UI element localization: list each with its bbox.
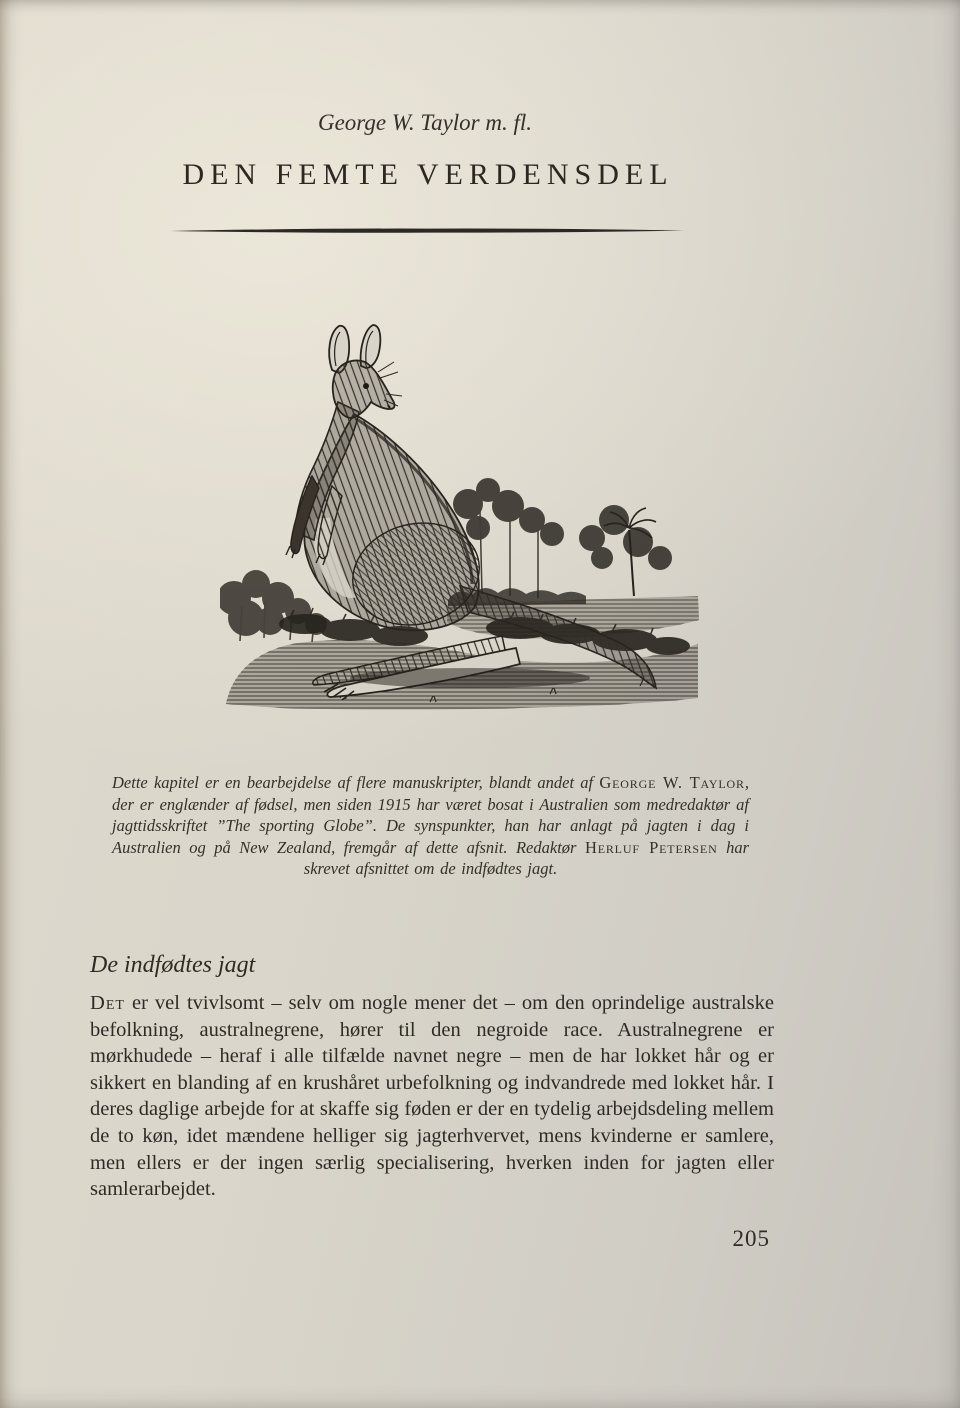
intro-paragraph	[112, 772, 749, 880]
right-trees-palm	[579, 505, 672, 596]
page-number: 205	[732, 1226, 770, 1251]
text-segment: , der er englænder af fødsel, men siden 1915 har været bosat i Australien som medredaktør af jagttidsskriftet ”The sporting Globe”. De synspunkter, han har anlagt på jagten i dag i Australien og på New Zealand, fremgår af dette afsnit. Redaktør	[112, 773, 749, 857]
swelled-rule	[168, 226, 686, 236]
chapter-title: DEN FEMTE VERDENSDEL	[182, 158, 674, 191]
kangaroo-engraving	[220, 306, 702, 710]
author-line: George W. Taylor m. fl.	[317, 110, 533, 135]
text-segment: Det	[90, 992, 125, 1014]
text-segment: Dette kapitel er en bearbejdelse af flere manuskripter, blandt andet af	[112, 773, 600, 792]
text-segment: Herluf Petersen	[584, 837, 718, 857]
cast-shadow	[350, 668, 590, 688]
text-segment: er vel tvivlsomt – selv om nogle mener det – om den oprindelige australske befolkning, australnegrene, hører til den negroide race. Australnegrene er mørkhudede – heraf i alle tilfælde navnet negre – men de har lokket hår og er sikkert en blanding af en krushåret urbefolkning og indvandrede med lokket hår. I deres daglige arbejde for at skaffe sig føden er der en tydelig arbejdsdeling mellem de to køn, idet mændene helliger sig jagterhvervet, mens kvinderne er samlere, men ellers er der ingen særlig specialisering, hverken inden for jagten eller samlerarbejdet.	[90, 992, 774, 1201]
text-segment: har skrevet afsnittet om de indfødtes jagt.	[303, 837, 750, 879]
kangaroo-eye	[363, 383, 369, 389]
body-paragraph	[90, 990, 774, 1203]
text-segment: George W. Taylor	[599, 773, 745, 792]
section-heading: De indfødtes jagt	[90, 952, 256, 978]
